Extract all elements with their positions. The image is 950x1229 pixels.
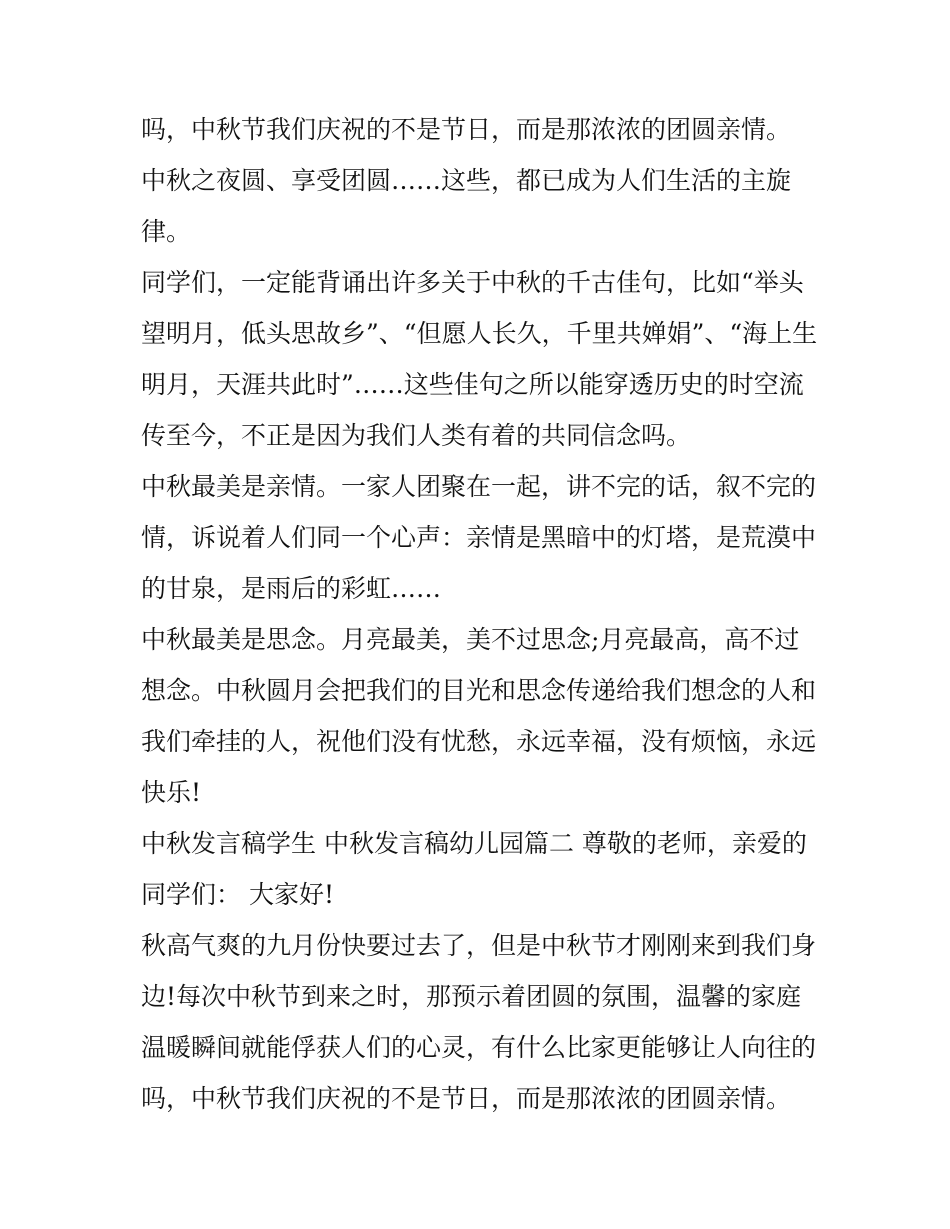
- text-line: 望明月，低头思故乡”、“但愿人长久，千里共婵娟”、“海上生: [141, 319, 818, 348]
- text-line: 想念。中秋圆月会把我们的目光和思念传递给我们想念的人和: [141, 676, 817, 705]
- text-line: 同学们，一定能背诵出许多关于中秋的千古佳句，比如“举头: [141, 268, 804, 297]
- text-line: 中秋最美是亲情。一家人团聚在一起，讲不完的话，叙不完的: [141, 472, 817, 501]
- document-body: [141, 104, 821, 1124]
- text-line: 快乐!: [141, 778, 202, 807]
- text-line: 中秋发言稿学生 中秋发言稿幼儿园篇二 尊敬的老师，亲爱的: [141, 829, 807, 858]
- text-line: 边!每次中秋节到来之时，那预示着团圆的氛围，温馨的家庭: [141, 982, 802, 1011]
- text-line: 的甘泉，是雨后的彩虹……: [141, 574, 442, 603]
- text-line: 传至今，不正是因为我们人类有着的共同信念吗。: [141, 421, 692, 450]
- text-line: 明月，天涯共此时”……这些佳句之所以能穿透历史的时空流: [141, 370, 804, 399]
- text-line: 同学们： 大家好!: [141, 880, 334, 909]
- text-line: 吗，中秋节我们庆祝的不是节日，而是那浓浓的团圆亲情。: [141, 115, 792, 144]
- text-line: 吗，中秋节我们庆祝的不是节日，而是那浓浓的团圆亲情。: [141, 1084, 792, 1113]
- text-line: 我们牵挂的人，祝他们没有忧愁，永远幸福，没有烦恼，永远: [141, 727, 817, 756]
- text-line: 中秋最美是思念。月亮最美，美不过思念;月亮最高，高不过: [141, 625, 800, 654]
- text-line: 律。: [141, 217, 192, 246]
- text-line: 中秋之夜圆、享受团圆……这些，都已成为人们生活的主旋: [141, 166, 792, 195]
- text-line: 温暖瞬间就能俘获人们的心灵，有什么比家更能够让人向往的: [141, 1033, 817, 1062]
- text-line: 秋高气爽的九月份快要过去了，但是中秋节才刚刚来到我们身: [141, 931, 817, 960]
- text-line: 情，诉说着人们同一个心声：亲情是黑暗中的灯塔，是荒漠中: [141, 523, 817, 552]
